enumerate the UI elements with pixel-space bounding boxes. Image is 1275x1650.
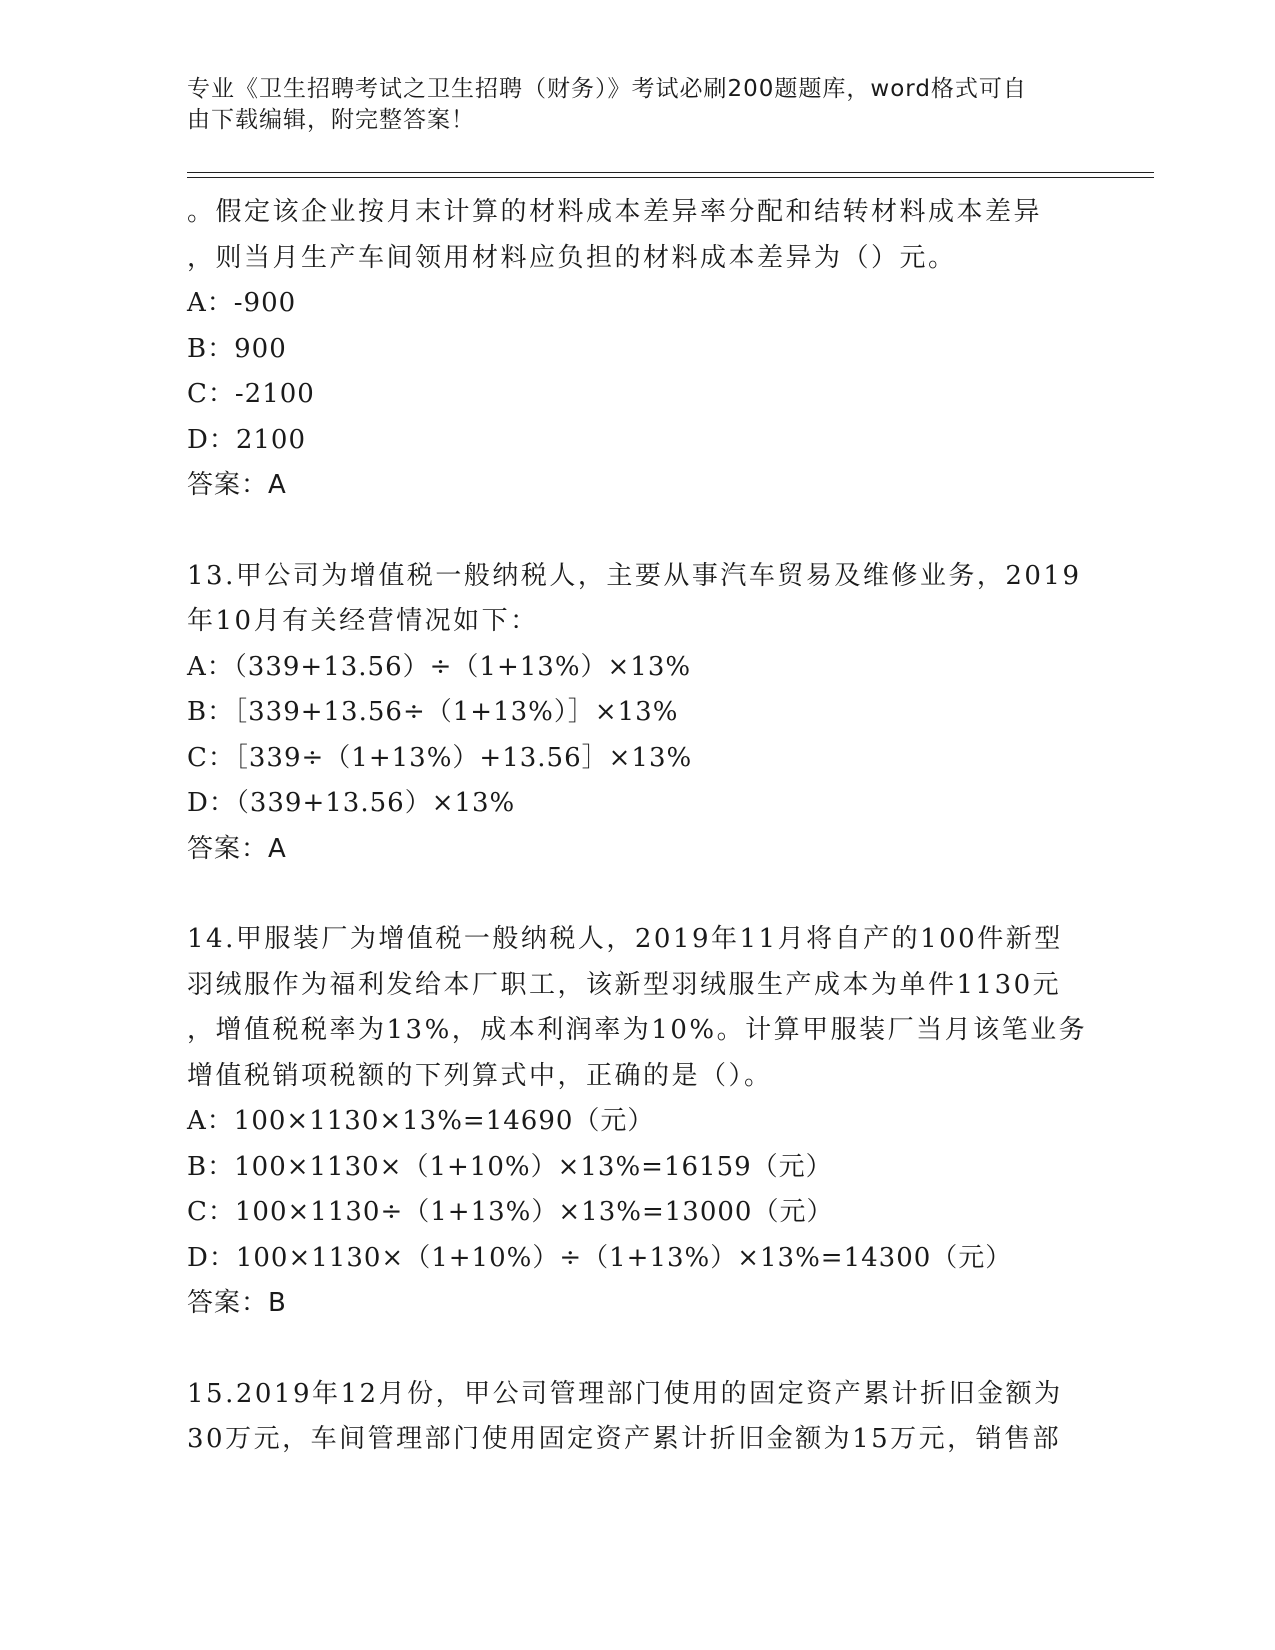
question-stem: 羽绒服作为福利发给本厂职工，该新型羽绒服生产成本为单件1130元	[187, 969, 1062, 1000]
option-c: C：［339÷（1+13%）+13.56］×13%	[187, 742, 693, 773]
question-spacer	[187, 509, 1087, 554]
question-stem: 。假定该企业按月末计算的材料成本差异率分配和结转材料成本差异	[187, 197, 1043, 227]
question-stem: 30万元，车间管理部门使用固定资产累计折旧金额为15万元，销售部	[187, 1424, 1062, 1454]
question-stem: 13.甲公司为增值税一般纳税人，主要从事汽车贸易及维修业务，2019	[187, 560, 1082, 591]
header-rule-bottom	[187, 177, 1154, 178]
question-stem: 14.甲服装厂为增值税一般纳税人，2019年11月将自产的100件新型	[187, 924, 1063, 954]
answer-label: 答案：A	[187, 833, 287, 864]
question-stem: 增值税销项税额的下列算式中，正确的是（）。	[187, 1060, 773, 1091]
option-d: D：100×1130×（1+10%）÷（1+13%）×13%=14300（元）	[187, 1242, 1013, 1273]
option-d: D：（339+13.56）×13%	[187, 788, 516, 818]
question-stem: ，增值税税率为13%，成本利润率为10%。计算甲服装厂当月该笔业务	[187, 1015, 1088, 1045]
document-header	[187, 74, 1067, 136]
question-spacer	[187, 1327, 1087, 1372]
option-b: B：［339+13.56÷（1+13%）］×13%	[187, 697, 679, 727]
answer-label: 答案：A	[187, 470, 287, 500]
question-15	[187, 1372, 1087, 1463]
header-rule-top	[187, 172, 1154, 173]
option-a: A：-900	[187, 288, 297, 318]
option-c: C：-2100	[187, 379, 315, 409]
option-b: B：900	[187, 333, 287, 364]
answer-label: 答案：B	[187, 1288, 287, 1318]
question-stem: 年10月有关经营情况如下：	[187, 606, 539, 636]
question-14	[187, 917, 1087, 1327]
option-b: B：100×1130×（1+10%）×13%=16159（元）	[187, 1151, 833, 1182]
question-stem: ，则当月生产车间领用材料应负担的材料成本差异为（）元。	[187, 242, 957, 273]
option-a: A：（339+13.56）÷（1+13%）×13%	[187, 651, 692, 682]
question-13	[187, 554, 1087, 873]
question-spacer	[187, 872, 1087, 917]
header-title-line-1: 专业《卫生招聘考试之卫生招聘（财务）》考试必刷200题题库，word格式可自	[187, 76, 1027, 102]
question-12	[187, 190, 1087, 509]
header-title-line-2: 由下载编辑，附完整答案！	[187, 107, 475, 133]
option-d: D：2100	[187, 424, 307, 455]
question-stem: 15.2019年12月份，甲公司管理部门使用的固定资产累计折旧金额为	[187, 1378, 1063, 1409]
option-a: A：100×1130×13%=14690（元）	[187, 1106, 655, 1136]
question-list	[187, 190, 1087, 1463]
option-c: C：100×1130÷（1+13%）×13%=13000（元）	[187, 1197, 834, 1227]
